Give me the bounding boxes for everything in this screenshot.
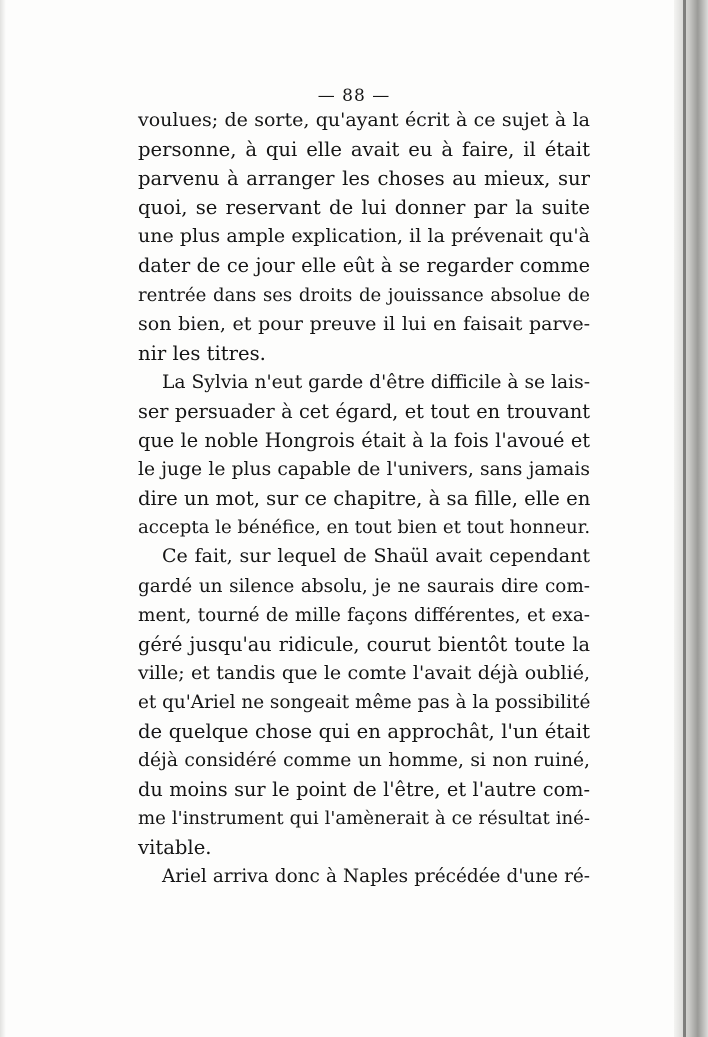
text-line: parvenu à arranger les choses au mieux, sur <box>138 167 590 191</box>
text-line: ment, tourné de mille façons différentes, et exa- <box>138 604 590 626</box>
text-line: ville; et tandis que le comte l'avait déjà oublié, <box>138 661 590 684</box>
text-line: une plus ample explication, il la prévenait qu'à <box>138 225 590 248</box>
text-line: déjà considéré comme un homme, si non ruiné, <box>138 750 590 772</box>
text-line: gardé un silence absolu, je ne saurais dire com- <box>138 575 590 597</box>
text-line: Ce fait, sur lequel de Shaül avait cependant <box>162 545 590 568</box>
text-line: voulues; de sorte, qu'ayant écrit à ce sujet à la <box>138 109 590 131</box>
page-binding-line <box>683 0 686 1037</box>
text-line: géré jusqu'au ridicule, courut bientôt toute la <box>138 632 590 656</box>
text-line: quoi, se reservant de lui donner par la suite <box>138 196 590 220</box>
page-right-edge-shadow <box>674 0 708 1037</box>
text-line: le juge le plus capable de l'univers, sans jamais <box>138 459 590 481</box>
text-line: accepta le bénéfice, en tout bien et tout honneur. <box>138 517 591 539</box>
text-line: nir les titres. <box>138 341 266 365</box>
page-number: — 88 — <box>317 86 391 106</box>
text-line: ser persuader à cet égard, et tout en trouvant <box>138 399 590 423</box>
text-line: dire un mot, sur ce chapitre, à sa fille, elle en <box>138 487 591 511</box>
text-line: de quelque chose qui en approchât, l'un était <box>138 719 590 743</box>
text-line: Ariel arriva donc à Naples précédée d'une ré- <box>162 866 590 888</box>
text-line: son bien, et pour preuve il lui en faisait parve- <box>138 312 590 335</box>
text-line: personne, à qui elle avait eu à faire, il était <box>138 138 590 162</box>
page-left-edge <box>0 0 6 1037</box>
text-line: que le noble Hongrois était à la fois l'avoué et <box>138 429 590 453</box>
body-text <box>138 106 590 892</box>
text-line: dater de ce jour elle eût à se regarder comme <box>138 254 590 278</box>
text-line: rentrée dans ses droits de jouissance absolue de <box>138 284 590 306</box>
text-line: vitable. <box>138 836 212 860</box>
text-line: du moins sur le point de l'être, et l'autre com- <box>138 778 590 802</box>
text-line: et qu'Ariel ne songeait même pas à la possibilité <box>138 691 591 713</box>
text-line: me l'instrument qui l'amènerait à ce résultat iné- <box>138 808 590 830</box>
text-line: La Sylvia n'eut garde d'être difficile à se lais- <box>162 371 591 393</box>
